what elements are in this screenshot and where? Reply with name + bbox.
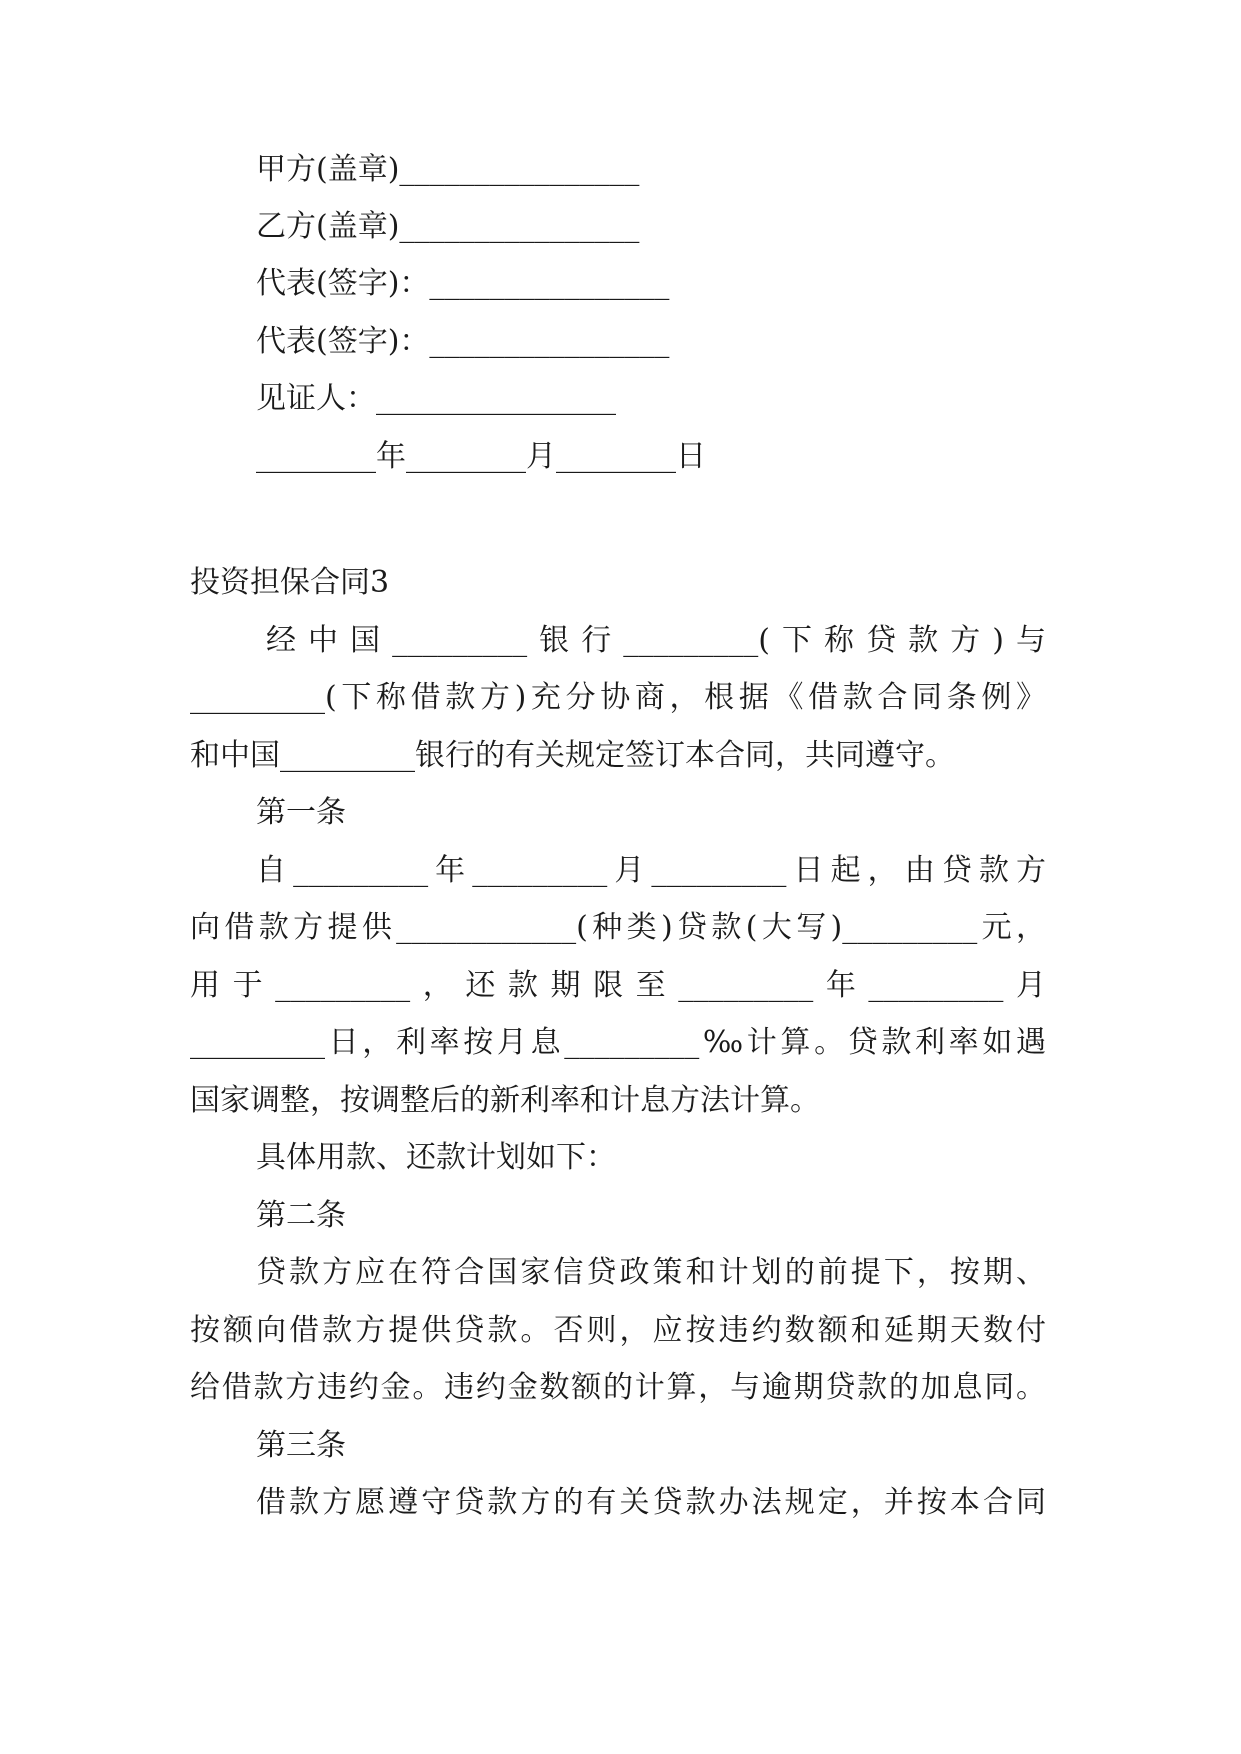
article-heading-1: 第一条 [256,795,346,830]
paragraph-line: 用于_________，还款期限至_________年_________月 [190,968,1046,1003]
article-heading-2: 第二条 [256,1198,346,1233]
paragraph-line: 国家调整，按调整后的新利率和计息方法计算。 [190,1083,820,1118]
paragraph-line: 经中国_________银行_________(下称贷款方)与 [266,623,1046,658]
paragraph-line: 向借款方提供____________(种类)贷款(大写)_________元， [190,910,1046,945]
article-heading-3: 第三条 [256,1428,346,1463]
party-a-seal-line: 甲方(盖章)________________ [256,152,640,187]
representative-signature-line-1: 代表(签字)：________________ [256,266,670,301]
paragraph-line: 给借款方违约金。违约金数额的计算，与逾期贷款的加息同。 [190,1370,1046,1405]
paragraph-line: 具体用款、还款计划如下： [256,1140,616,1175]
paragraph-line: 自_________年_________月_________日起，由贷款方 [256,853,1046,888]
paragraph-line: 借款方愿遵守贷款方的有关贷款办法规定，并按本合同 [256,1485,1046,1520]
date-line: ________年________月________日 [256,439,706,474]
representative-signature-line-2: 代表(签字)：________________ [256,324,670,359]
paragraph-line: 按额向借款方提供贷款。否则，应按违约数额和延期天数付 [190,1313,1046,1348]
paragraph-line: 贷款方应在符合国家信贷政策和计划的前提下，按期、 [256,1255,1046,1290]
party-b-seal-line: 乙方(盖章)________________ [256,209,640,244]
section-title: 投资担保合同3 [190,565,390,600]
witness-line: 见证人：________________ [256,381,616,416]
paragraph-line: _________日，利率按月息_________‰计算。贷款利率如遇 [190,1025,1046,1060]
paragraph-line: 和中国_________银行的有关规定签订本合同，共同遵守。 [190,738,955,773]
paragraph-line: _________(下称借款方)充分协商，根据《借款合同条例》 [190,680,1046,715]
